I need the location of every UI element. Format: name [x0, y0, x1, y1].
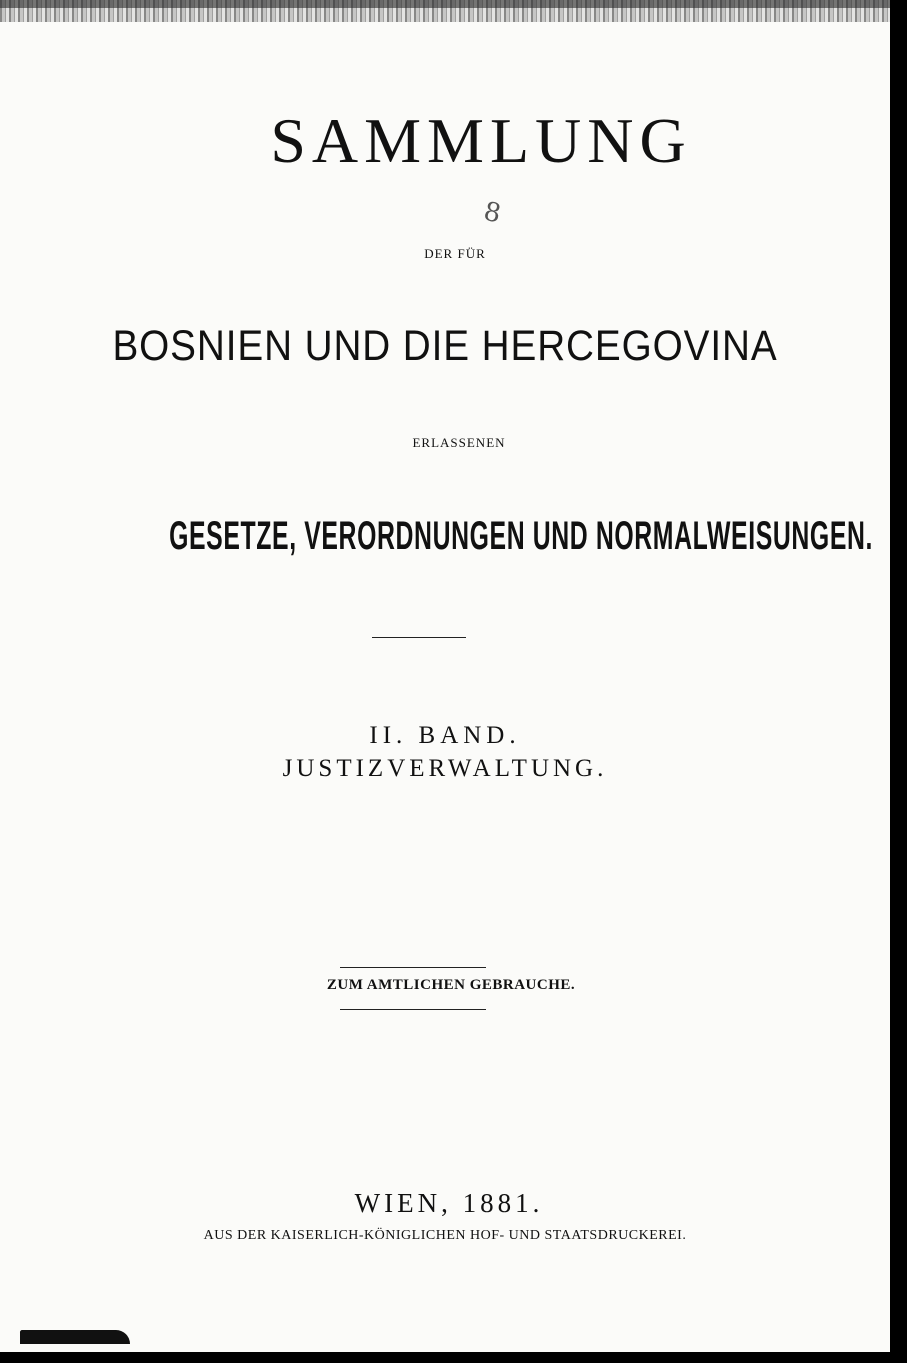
imprint-printer: AUS DER KAISERLICH-KÖNIGLICHEN HOF- UND STAATSDRUCKEREI. [203, 1228, 687, 1243]
scan-edge-blot [20, 1330, 130, 1344]
usage-rule-bottom [340, 1009, 486, 1010]
volume-subject: JUSTIZVERWALTUNG. [282, 755, 608, 782]
divider-rule [372, 637, 466, 638]
usage-rule-top [340, 967, 486, 968]
connector-der-fuer: DER FÜR [424, 246, 486, 261]
pencil-mark: 8 [481, 196, 504, 230]
region-heading: BOSNIEN UND DIE HERCEGOVINA [112, 322, 778, 370]
imprint-place-year: WIEN, 1881. [354, 1188, 544, 1218]
scan-edge-shadow [0, 0, 890, 8]
connector-erlassenen: ERLASSENEN [412, 435, 506, 450]
usage-note: ZUM AMTLICHEN GEBRAUCHE. [326, 977, 576, 993]
volume-label: II. BAND. [369, 722, 521, 749]
subject-heading: GESETZE, VERORDNUNGEN UND NORMALWEISUNGEN. [169, 514, 874, 558]
title: SAMMLUNG [270, 105, 692, 176]
